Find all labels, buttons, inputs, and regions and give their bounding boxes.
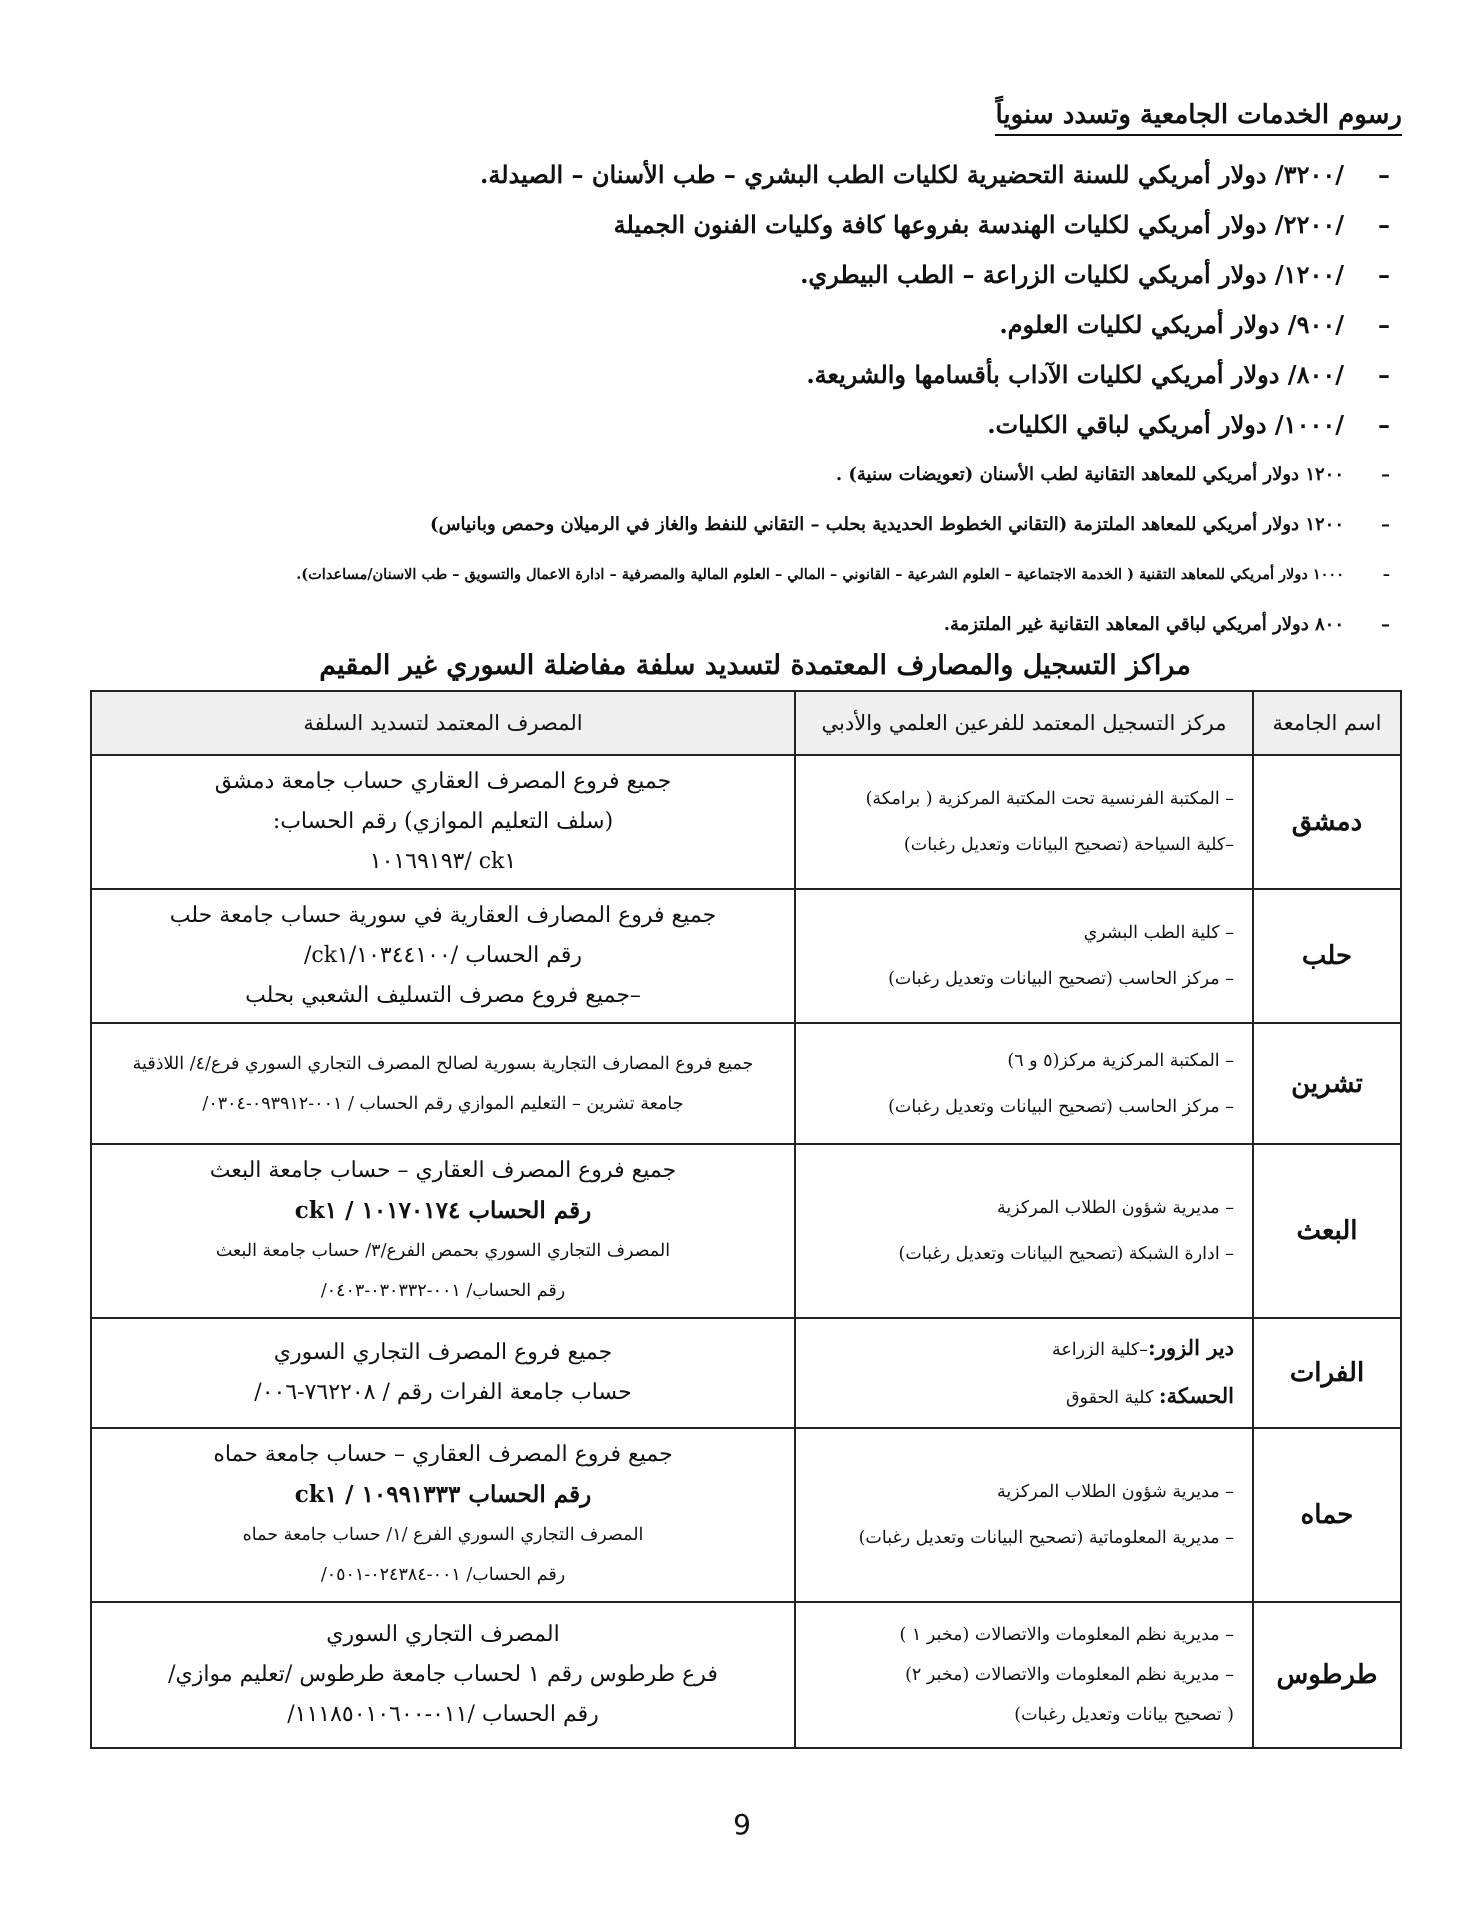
registration-cell — [795, 1602, 1253, 1748]
table-header-row — [91, 691, 1401, 755]
bank-cell — [91, 1144, 795, 1318]
bank-line: رقم الحساب /ck١/١٠٣٤٤١٠٠/ — [303, 943, 583, 968]
university-name: دمشق — [1253, 755, 1401, 889]
registration-line: – مديرية نظم المعلومات والاتصالات (مخبر ١ ) — [899, 1625, 1234, 1645]
university-name: حماه — [1253, 1428, 1401, 1602]
university-name: حلب — [1253, 889, 1401, 1023]
registration-cell — [795, 1318, 1253, 1428]
fees-list — [82, 150, 1402, 650]
bank-line: جميع فروع المصارف العقارية في سورية حساب جامعة حلب — [169, 903, 717, 928]
fee-item: – ١٢٠٠ دولار أمريكي للمعاهد التقانية لطب الأسنان (تعويضات سنية) . — [82, 450, 1402, 500]
university-name: الفرات — [1253, 1318, 1401, 1428]
registration-centers-table — [90, 690, 1402, 1749]
bank-line: جامعة تشرين – التعليم الموازي رقم الحساب / ٠٠١-٠٩٣٩١٢-٠٣٠٤/ — [202, 1093, 684, 1114]
bank-line: رقم الحساب ١٠١٧٠١٧٤ / ck١ — [294, 1197, 592, 1224]
registration-line: – المكتبة الفرنسية تحت المكتبة المركزية ( برامكة) — [865, 789, 1234, 809]
bank-line: جميع فروع المصرف العقاري – حساب جامعة البعث — [209, 1158, 677, 1183]
table-row — [91, 1428, 1401, 1602]
table-row — [91, 1144, 1401, 1318]
fees-title: رسوم الخدمات الجامعية وتسدد سنوياً — [995, 100, 1402, 136]
centers-title: مراكز التسجيل والمصارف المعتمدة لتسديد سلفة مفاضلة السوري غير المقيم — [319, 650, 1191, 681]
registration-cell — [795, 755, 1253, 889]
fee-item: – /٩٠٠/ دولار أمريكي لكليات العلوم. — [82, 300, 1402, 350]
registration-line: – ادارة الشبكة (تصحيح البيانات وتعديل رغبات) — [898, 1244, 1234, 1264]
fee-item: – ١٢٠٠ دولار أمريكي للمعاهد الملتزمة (التقاني الخطوط الحديدية بحلب – التقاني للنفط والغاز في الرميلان وحمص وبانياس) — [82, 500, 1402, 550]
table-row — [91, 755, 1401, 889]
bank-cell — [91, 1023, 795, 1144]
registration-line: – المكتبة المركزية مركز(٥ و ٦) — [1007, 1050, 1234, 1071]
registration-cell — [795, 889, 1253, 1023]
bullet-dash: – — [1378, 310, 1390, 339]
bullet-dash: – — [1378, 210, 1390, 239]
fee-item: – /٣٢٠٠/ دولار أمريكي للسنة التحضيرية لكليات الطب البشري – طب الأسنان – الصيدلة. — [82, 150, 1402, 200]
fee-item: – ٨٠٠ دولار أمريكي لباقي المعاهد التقانية غير الملتزمة. — [82, 600, 1402, 650]
bank-line: جميع فروع المصرف التجاري السوري — [273, 1340, 613, 1365]
bullet-dash: – — [1378, 260, 1390, 289]
bullet-dash: – — [1378, 410, 1390, 439]
registration-line: – مديرية نظم المعلومات والاتصالات (مخبر ٢) — [905, 1665, 1234, 1685]
registration-line: – مركز الحاسب (تصحيح البيانات وتعديل رغبات) — [888, 1096, 1234, 1117]
bank-line: المصرف التجاري السوري الفرع /١/ حساب جامعة حماه — [242, 1525, 644, 1545]
registration-line: – مركز الحاسب (تصحيح البيانات وتعديل رغبات) — [888, 969, 1234, 989]
bank-line: حساب جامعة الفرات رقم / ٧٦٢٢٠٨-٠٠٦/ — [254, 1380, 632, 1405]
bank-line: المصرف التجاري السوري — [326, 1622, 560, 1647]
bank-line: فرع طرطوس رقم ١ لحساب جامعة طرطوس /تعليم موازي/ — [168, 1662, 718, 1687]
bank-cell — [91, 1602, 795, 1748]
page-number: 9 — [733, 1808, 751, 1841]
registration-line: – مديرية شؤون الطلاب المركزية — [996, 1198, 1234, 1218]
university-name: البعث — [1253, 1144, 1401, 1318]
registration-line: – مديرية شؤون الطلاب المركزية — [996, 1482, 1234, 1502]
table-row — [91, 1023, 1401, 1144]
bullet-dash: – — [1378, 160, 1390, 189]
fee-item: – ١٠٠٠ دولار أمريكي للمعاهد التقنية ( الخدمة الاجتماعية – العلوم الشرعية – القانوني – المالي – العلوم المالية والمصرفية – ادارة الاعمال والتسويق – طب الاسنان/مساعدات). — [82, 550, 1402, 600]
bank-line: جميع فروع المصرف العقاري – حساب جامعة حماه — [213, 1442, 673, 1467]
bank-line: جميع فروع المصارف التجارية بسورية لصالح المصرف التجاري السوري فرع/٤/ اللاذقية — [132, 1053, 754, 1074]
table-row — [91, 889, 1401, 1023]
bank-line: المصرف التجاري السوري بحمص الفرع/٣/ حساب جامعة البعث — [215, 1241, 671, 1261]
bank-line: –جميع فروع مصرف التسليف الشعبي بحلب — [245, 983, 641, 1008]
bank-cell — [91, 755, 795, 889]
governorate-label: الحسكة: — [1158, 1383, 1234, 1408]
governorate-label: دير الزور: — [1148, 1335, 1234, 1360]
bank-cell — [91, 889, 795, 1023]
registration-line: دير الزور:–كلية الزراعة — [1051, 1335, 1234, 1360]
registration-cell — [795, 1428, 1253, 1602]
bank-line: جميع فروع المصرف العقاري حساب جامعة دمشق — [214, 769, 672, 794]
bullet-dash: – — [1381, 614, 1390, 635]
registration-cell — [795, 1144, 1253, 1318]
bullet-dash: – — [1382, 566, 1390, 583]
registration-line: – مديرية المعلوماتية (تصحيح البيانات وتعديل رغبات) — [858, 1528, 1234, 1548]
registration-line: الحسكة: كلية الحقوق — [1065, 1383, 1234, 1408]
bullet-dash: – — [1378, 360, 1390, 389]
table-row — [91, 1318, 1401, 1428]
registration-line: ( تصحيح بيانات وتعديل رغبات) — [1014, 1705, 1234, 1725]
university-name: طرطوس — [1253, 1602, 1401, 1748]
registration-line: –كلية السياحة (تصحيح البيانات وتعديل رغبات) — [903, 835, 1234, 855]
table-row — [91, 1602, 1401, 1748]
bank-line: رقم الحساب ١٠٩٩١٣٣٣ / ck١ — [294, 1481, 592, 1508]
bullet-dash: – — [1381, 464, 1390, 485]
university-name: تشرين — [1253, 1023, 1401, 1144]
header-university: اسم الجامعة — [1253, 691, 1401, 755]
fee-item: – /٨٠٠/ دولار أمريكي لكليات الآداب بأقسامها والشريعة. — [82, 350, 1402, 400]
bank-line: رقم الحساب /٠١١-١١١٨٥٠١٠٦٠٠/ — [287, 1702, 599, 1727]
bullet-dash: – — [1381, 514, 1390, 535]
bank-cell — [91, 1428, 795, 1602]
bank-line: رقم الحساب/ ٠٠١-٠٣٠٣٣٢-٠٤٠٣/ — [320, 1281, 566, 1301]
header-bank: المصرف المعتمد لتسديد السلفة — [91, 691, 795, 755]
bank-cell — [91, 1318, 795, 1428]
bank-line: رقم الحساب/ ٠٠١-٠٢٤٣٨٤-٠٥٠١/ — [320, 1565, 566, 1585]
registration-line: – كلية الطب البشري — [1083, 923, 1234, 943]
bank-line: (سلف التعليم الموازي) رقم الحساب: — [272, 809, 614, 834]
fee-item: – /١٠٠٠/ دولار أمريكي لباقي الكليات. — [82, 400, 1402, 450]
fee-item: – /٢٢٠٠/ دولار أمريكي لكليات الهندسة بفروعها كافة وكليات الفنون الجميلة — [82, 200, 1402, 250]
bank-line: ck١ /١٠١٦٩١٩٣ — [369, 849, 517, 874]
registration-cell — [795, 1023, 1253, 1144]
header-registration: مركز التسجيل المعتمد للفرعين العلمي والأدبي — [795, 691, 1253, 755]
fee-item: – /١٢٠٠/ دولار أمريكي لكليات الزراعة – الطب البيطري. — [82, 250, 1402, 300]
